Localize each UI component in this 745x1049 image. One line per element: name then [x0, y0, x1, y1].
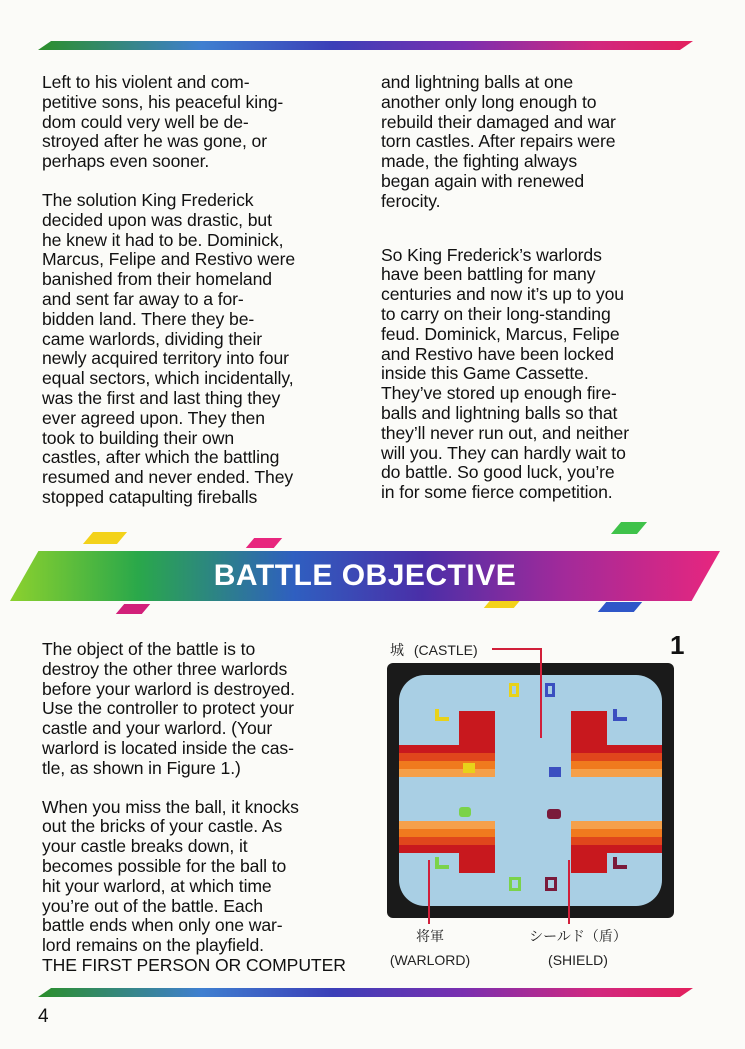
text-line: warlord is located inside the cas-: [42, 737, 294, 758]
section-banner: [10, 545, 720, 607]
text-line: perhaps even sooner.: [42, 151, 210, 172]
text-line: They’ve stored up enough fire-: [381, 383, 617, 404]
page-number: 4: [38, 1006, 49, 1027]
stripe: [399, 845, 495, 853]
castle-callout-line: [492, 648, 540, 650]
decor-chip-yellow: [83, 532, 127, 544]
text-line: do battle. So good luck, you’re: [381, 462, 615, 483]
stripe: [571, 845, 662, 853]
castle-callout-line-vertical: [540, 648, 542, 738]
stripe: [399, 769, 495, 777]
game-screen-figure: [387, 663, 674, 918]
text-line: castles, after which the battling: [42, 447, 280, 468]
warlord-callout-line: [428, 860, 430, 924]
text-line: The solution King Frederick: [42, 189, 254, 210]
stripe: [399, 829, 495, 837]
text-line: came warlords, dividing their: [42, 328, 263, 349]
left-column-text: [42, 73, 295, 508]
text-line: have been battling for many: [381, 264, 596, 285]
warlord-icon-green: [435, 857, 449, 869]
warlord-caption-jp: 将軍: [416, 928, 444, 944]
text-line: Use the controller to protect your: [42, 698, 294, 719]
stripe: [399, 837, 495, 845]
text-line: banished from their homeland: [42, 269, 272, 290]
shield-icon-green: [509, 877, 521, 891]
shield-caption: [524, 926, 632, 968]
stripe: [571, 769, 662, 777]
stripe: [399, 745, 495, 753]
text-line: bidden land. There they be-: [42, 308, 255, 329]
text-line: balls and lightning balls so that: [381, 402, 618, 423]
stripe: [571, 829, 662, 837]
text-line: he knew it had to be. Dominick,: [42, 229, 284, 250]
objective-text: [42, 640, 346, 976]
ball: [459, 807, 471, 817]
castle-caption-en: (CASTLE): [413, 642, 478, 658]
stripe: [571, 821, 662, 829]
stripe: [399, 753, 495, 761]
text-line: and sent far away to a for-: [42, 288, 244, 309]
text-line: ever agreed upon. They then: [42, 407, 265, 428]
text-line: THE FIRST PERSON OR COMPUTER: [42, 954, 346, 975]
castle-caption: [390, 640, 478, 660]
stripe: [571, 837, 662, 845]
shield-caption-en: (SHIELD): [548, 952, 608, 968]
text-line: hit your warlord, at which time: [42, 875, 272, 896]
shield-icon-yellow-2: [463, 763, 475, 773]
stripe: [571, 753, 662, 761]
castle-bottom-right: [571, 853, 607, 873]
ball-2: [547, 809, 561, 819]
playfield: [399, 675, 662, 906]
text-line: they’ll never run out, and neither: [381, 422, 629, 443]
text-line: in for some fierce competition.: [381, 482, 613, 503]
text-line: newly acquired territory into four: [42, 348, 289, 369]
text-line: out the bricks of your castle. As: [42, 816, 283, 837]
text-line: When you miss the ball, it knocks: [42, 796, 299, 817]
decor-chip-green: [611, 522, 647, 534]
warlord-icon-blue: [613, 709, 627, 721]
text-line: petitive sons, his peaceful king-: [42, 91, 284, 112]
text-line: castle and your warlord. (Your: [42, 718, 273, 739]
shield-icon-yellow: [509, 683, 519, 697]
text-line: before your warlord is destroyed.: [42, 678, 295, 699]
text-line: Marcus, Felipe and Restivo were: [42, 249, 296, 270]
section-title: BATTLE OBJECTIVE: [213, 559, 517, 592]
top-divider-rule: [38, 41, 693, 50]
text-line: ferocity.: [381, 190, 441, 211]
text-line: becomes possible for the ball to: [42, 855, 287, 876]
shield-caption-jp: シールド（盾）: [529, 928, 627, 944]
text-line: and lightning balls at one: [381, 72, 574, 92]
figure-number: 1: [670, 630, 685, 660]
warlord-caption: [383, 926, 477, 968]
stripe: [399, 821, 495, 829]
warlord-icon-yellow: [435, 709, 449, 721]
text-line: torn castles. After repairs were: [381, 131, 616, 152]
text-line: rebuild their damaged and war: [381, 111, 616, 132]
warlord-caption-en: (WARLORD): [389, 952, 471, 968]
text-line: Left to his violent and com-: [42, 72, 250, 92]
text-line: you’re out of the battle. Each: [42, 895, 263, 916]
stripe: [571, 761, 662, 769]
bottom-divider-rule: [38, 988, 693, 997]
castle-bottom-left: [459, 853, 495, 873]
stripe: [399, 761, 495, 769]
text-line: resumed and never ended. They: [42, 467, 294, 488]
warlord-icon-maroon: [613, 857, 627, 869]
text-line: lord remains on the playfield.: [42, 935, 264, 956]
text-line: to carry on their long-standing: [381, 303, 611, 324]
stripe: [571, 745, 662, 753]
text-line: was the first and last thing they: [42, 387, 281, 408]
text-line: stroyed after he was gone, or: [42, 131, 267, 152]
text-line: So King Frederick’s warlords: [381, 244, 602, 265]
text-line: stopped catapulting fireballs: [42, 486, 258, 507]
castle-top-left: [459, 711, 495, 745]
text-line: will you. They can hardly wait to: [381, 442, 626, 463]
right-column-text: [381, 73, 629, 503]
text-line: took to building their own: [42, 427, 235, 448]
text-line: dom could very well be de-: [42, 111, 249, 132]
text-line: your castle breaks down, it: [42, 836, 248, 857]
text-line: destroy the other three warlords: [42, 658, 288, 679]
text-line: feud. Dominick, Marcus, Felipe: [381, 323, 620, 344]
text-line: tle, as shown in Figure 1.): [42, 757, 241, 778]
text-line: inside this Game Cassette.: [381, 363, 589, 384]
text-line: The object of the battle is to: [42, 639, 256, 659]
shield-icon-blue: [545, 683, 555, 697]
shield-callout-line: [568, 860, 570, 924]
text-line: centuries and now it’s up to you: [381, 284, 624, 305]
text-line: made, the fighting always: [381, 151, 578, 172]
text-line: and Restivo have been locked: [381, 343, 614, 364]
text-line: equal sectors, which incidentally,: [42, 368, 294, 389]
castle-top-right: [571, 711, 607, 745]
shield-icon-blue-2: [549, 767, 561, 777]
text-line: another only long enough to: [381, 91, 597, 112]
castle-caption-jp: 城: [390, 642, 404, 658]
text-line: began again with renewed: [381, 170, 585, 191]
text-line: decided upon was drastic, but: [42, 209, 272, 230]
shield-icon-maroon: [545, 877, 557, 891]
text-line: battle ends when only one war-: [42, 915, 283, 936]
